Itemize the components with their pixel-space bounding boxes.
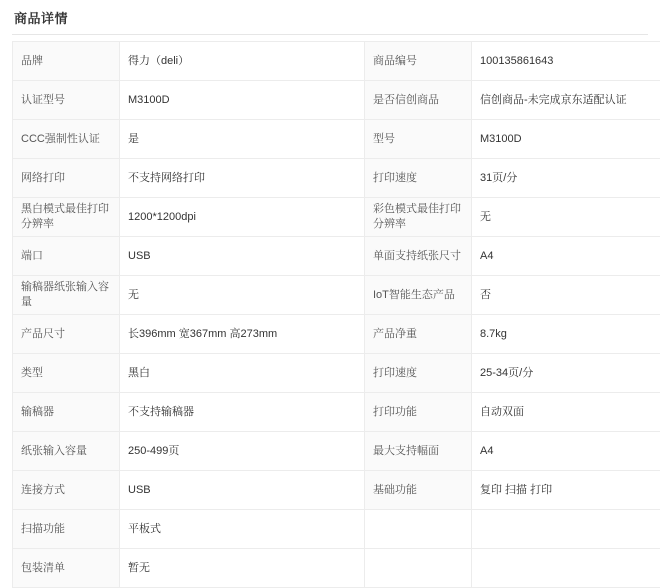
spec-value: 是 — [120, 120, 365, 159]
spec-key: 产品尺寸 — [13, 315, 120, 354]
spec-key: 扫描功能 — [13, 510, 120, 549]
spec-value: 25-34页/分 — [472, 354, 660, 393]
table-row — [13, 159, 660, 198]
spec-value: USB — [120, 237, 365, 276]
page-title: 商品详情 — [12, 0, 648, 34]
spec-key: 网络打印 — [13, 159, 120, 198]
spec-value: 自动双面 — [472, 393, 660, 432]
spec-value-empty — [472, 549, 660, 588]
table-row — [13, 237, 660, 276]
spec-key: 打印功能 — [365, 393, 472, 432]
spec-value: 信创商品-未完成京东适配认证 — [472, 81, 660, 120]
spec-key: 认证型号 — [13, 81, 120, 120]
spec-key: 类型 — [13, 354, 120, 393]
table-row — [13, 471, 660, 510]
spec-value: 不支持网络打印 — [120, 159, 365, 198]
table-row — [13, 510, 660, 549]
table-row — [13, 42, 660, 81]
spec-value: 不支持输稿器 — [120, 393, 365, 432]
spec-key: 纸张输入容量 — [13, 432, 120, 471]
spec-value: A4 — [472, 432, 660, 471]
spec-value: 平板式 — [120, 510, 365, 549]
spec-key-empty — [365, 510, 472, 549]
spec-key: 基础功能 — [365, 471, 472, 510]
spec-value: 100135861643 — [472, 42, 660, 81]
spec-value: 得力（deli） — [120, 42, 365, 81]
spec-value-empty — [472, 510, 660, 549]
table-row — [13, 315, 660, 354]
spec-value: 无 — [120, 276, 365, 315]
spec-key: 包装清单 — [13, 549, 120, 588]
spec-value: M3100D — [472, 120, 660, 159]
spec-key: 输稿器 — [13, 393, 120, 432]
spec-value: 长396mm 宽367mm 高273mm — [120, 315, 365, 354]
table-row — [13, 120, 660, 159]
spec-value: 250-499页 — [120, 432, 365, 471]
spec-value: 无 — [472, 198, 660, 237]
spec-key: 连接方式 — [13, 471, 120, 510]
spec-table — [12, 41, 660, 588]
spec-key: CCC强制性认证 — [13, 120, 120, 159]
spec-key: 商品编号 — [365, 42, 472, 81]
spec-value: 31页/分 — [472, 159, 660, 198]
spec-value: USB — [120, 471, 365, 510]
spec-value: A4 — [472, 237, 660, 276]
spec-key: 型号 — [365, 120, 472, 159]
spec-key: 单面支持纸张尺寸 — [365, 237, 472, 276]
spec-key: IoT智能生态产品 — [365, 276, 472, 315]
spec-key: 是否信创商品 — [365, 81, 472, 120]
spec-key: 彩色模式最佳打印分辨率 — [365, 198, 472, 237]
table-row — [13, 393, 660, 432]
spec-table-body — [13, 42, 660, 588]
table-row — [13, 198, 660, 237]
spec-key: 打印速度 — [365, 354, 472, 393]
spec-key: 最大支持幅面 — [365, 432, 472, 471]
spec-value: 暂无 — [120, 549, 365, 588]
spec-value: 复印 扫描 打印 — [472, 471, 660, 510]
spec-key: 黑白模式最佳打印分辨率 — [13, 198, 120, 237]
spec-key: 打印速度 — [365, 159, 472, 198]
table-row — [13, 432, 660, 471]
spec-key: 品牌 — [13, 42, 120, 81]
spec-value: 8.7kg — [472, 315, 660, 354]
spec-value: 黑白 — [120, 354, 365, 393]
spec-value: 否 — [472, 276, 660, 315]
spec-key-empty — [365, 549, 472, 588]
table-row — [13, 81, 660, 120]
spec-key: 端口 — [13, 237, 120, 276]
spec-key: 产品净重 — [365, 315, 472, 354]
table-row — [13, 549, 660, 588]
table-row — [13, 276, 660, 315]
spec-value: M3100D — [120, 81, 365, 120]
spec-key: 输稿器纸张输入容量 — [13, 276, 120, 315]
spec-value: 1200*1200dpi — [120, 198, 365, 237]
table-row — [13, 354, 660, 393]
